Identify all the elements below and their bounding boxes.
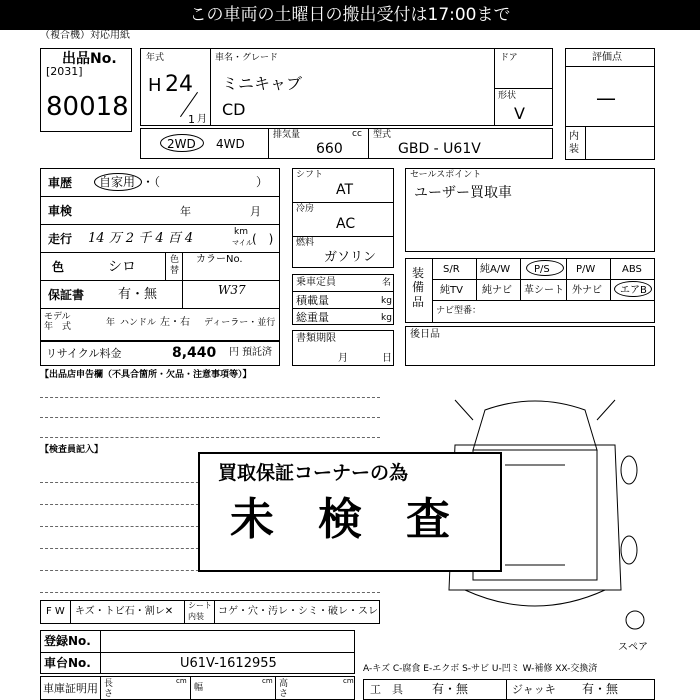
registration-label: 登録No. [44,634,91,648]
inspection-label: 車検 [48,204,73,218]
equip-alloy: 純A/W [480,264,511,275]
car-front [465,590,605,606]
equip-sr: S/R [443,264,460,275]
dealer-label: ディーラー・並行 [204,318,276,328]
equip-navi: 純ナビ [482,285,512,296]
year-month: 1 [188,113,195,126]
banner-text: この車両の土曜日の搬出受付は17:00まで [189,5,511,25]
cert-height: 高さ [279,679,289,699]
wheel-fr [621,456,637,484]
jack-value: 有・無 [582,682,619,696]
color-label: 色 [52,260,65,274]
tools-value: 有・無 [432,682,469,696]
lot-number: 80018 [46,92,129,122]
history-rest: ・（ ） [142,175,269,189]
equip-leather: 革シート [524,285,564,296]
stamp-top: 買取保証コーナーの為 [218,462,409,484]
load-unit: kg [381,296,392,306]
seat-label1: シート [188,601,212,610]
left-spec-table [40,168,280,341]
jack-label: ジャッキ [512,683,556,696]
model-year-unit: 年 [106,318,116,328]
model-grade: CD [222,100,246,119]
fuel-value: ガソリン [324,250,377,265]
displacement-value: 660 [316,141,343,157]
chassis-label: 車台No. [44,656,91,670]
year-label: 年式 [146,53,165,63]
mileage-unit-km: km [234,227,248,237]
sales-point-label: セールスポイント [410,170,482,180]
equip-ext-navi: 外ナビ [572,285,602,296]
equip-abs: ABS [622,264,642,275]
color-value: シロ [108,259,136,275]
recycle-status: 預託済 [242,347,272,358]
interior-label: 内装 [569,131,579,155]
history-selected: 自家用 [99,175,136,189]
equip-ps: P/S [534,264,550,275]
shape-label: 形状 [498,91,517,101]
color-repaint: 色替 [170,255,180,276]
reg-deadline-month: 月 [338,353,348,364]
spare-label: スペア [618,642,648,653]
type-value: GBD - U61V [398,141,481,157]
equip-pw: P/W [576,264,596,275]
fuel-label: 燃料 [296,238,315,248]
inspection-month-unit: 月 [250,205,261,218]
lot-small-code: [2031] [46,65,83,78]
seat-label2: 内装 [188,612,204,621]
displacement-unit: cc [352,129,362,139]
equip-navi-model: ナビ型番： [436,306,482,316]
equip-airbag: エアB [620,285,647,296]
model-name: ミニキャブ [222,74,303,93]
mileage-handwritten: 14 万 2 千 4 百 4 [88,231,194,246]
load-label: 積載量 [296,294,329,307]
model-year-label2: 年 式 [44,322,72,332]
recycle-label: リサイクル料金 [46,347,122,360]
model-label: 車名・グレード [215,53,279,63]
capacity-unit: 名 [382,278,392,288]
color-no-label: カラーNo. [196,254,243,265]
reg-deadline-day: 日 [382,353,392,364]
model-year-label1: モデル [44,312,71,322]
cert-width-unit: cm [262,677,273,685]
ac-value: AC [336,216,356,232]
inspection-year-unit: 年 [180,205,191,218]
cert-height-unit: cm [343,677,354,685]
color-no-value: W37 [218,283,246,297]
score-label: 評価点 [592,52,622,63]
handle-label: ハンドル [120,318,157,328]
later-items-label: 後日品 [410,329,440,340]
ac-label: 冷房 [296,204,315,214]
shift-value: AT [336,182,354,198]
mileage-label: 走行 [48,232,73,246]
vehicle-cert-label: 車庫証明用 [43,682,98,695]
tools-label: 工 具 [370,683,403,696]
cert-width: 幅 [194,683,204,693]
chassis-value: U61V-1612955 [180,656,277,671]
sales-point-value: ユーザー買取車 [414,185,512,201]
cert-long: 長さ [104,679,114,699]
type-label: 型式 [373,130,392,140]
mileage-paren: ( ) [252,232,274,246]
warranty-value: 有・無 [118,287,158,302]
lot-label: 出品No. [62,51,117,67]
gross-label: 総重量 [296,311,329,324]
inspector-label: 【検査員記入】 [40,445,104,455]
year-era: H [148,75,162,96]
warranty-label: 保証書 [48,288,85,302]
mileage-unit-mile: マイル [232,239,253,247]
recycle-value: 8,440 [172,345,217,361]
drive-4wd: 4WD [216,137,245,151]
cert-long-unit: cm [176,677,187,685]
capacity-label: 乗車定員 [296,277,336,288]
recycle-unit: 円 [229,347,239,358]
later-items-box [405,326,655,366]
header-note: （複合機）対応用紙 [40,30,130,41]
score-value: — [596,86,616,110]
fw-value: キズ・トビ石・割レ✕ [75,606,174,617]
stamp-main: 未 検 査 [230,494,450,545]
gross-unit: kg [381,313,392,323]
fw-label: F W [46,606,65,617]
shift-label: シフト [296,170,324,180]
spare-tire [626,611,644,629]
year-month-unit: 月 [197,114,207,125]
sales-point-box [405,168,655,252]
handle-opts: 左・右 [160,317,190,328]
damage-legend: A-キズ C-腐食 E-エクボ S-サビ U-凹ミ W-補修 XX-交換済 [363,664,598,674]
door-label: ドア [500,53,518,63]
equip-tv: 純TV [440,285,463,296]
reg-deadline-label: 書類期限 [296,333,336,344]
drive-2wd: 2WD [167,137,196,151]
shape-value: V [514,104,525,123]
car-roof-outline [473,401,597,450]
wheel-rr [621,536,637,564]
year-value: 24 [165,72,193,97]
history-label: 車歴 [48,176,73,190]
seller-notes-label: 【出品店申告欄（不具合箇所・欠品・注意事項等）】 [40,370,252,380]
seat-value: コゲ・穴・汚レ・シミ・破レ・スレ [218,606,378,617]
displacement-label: 排気量 [273,130,301,140]
equipment-label: 装備品 [412,266,425,309]
